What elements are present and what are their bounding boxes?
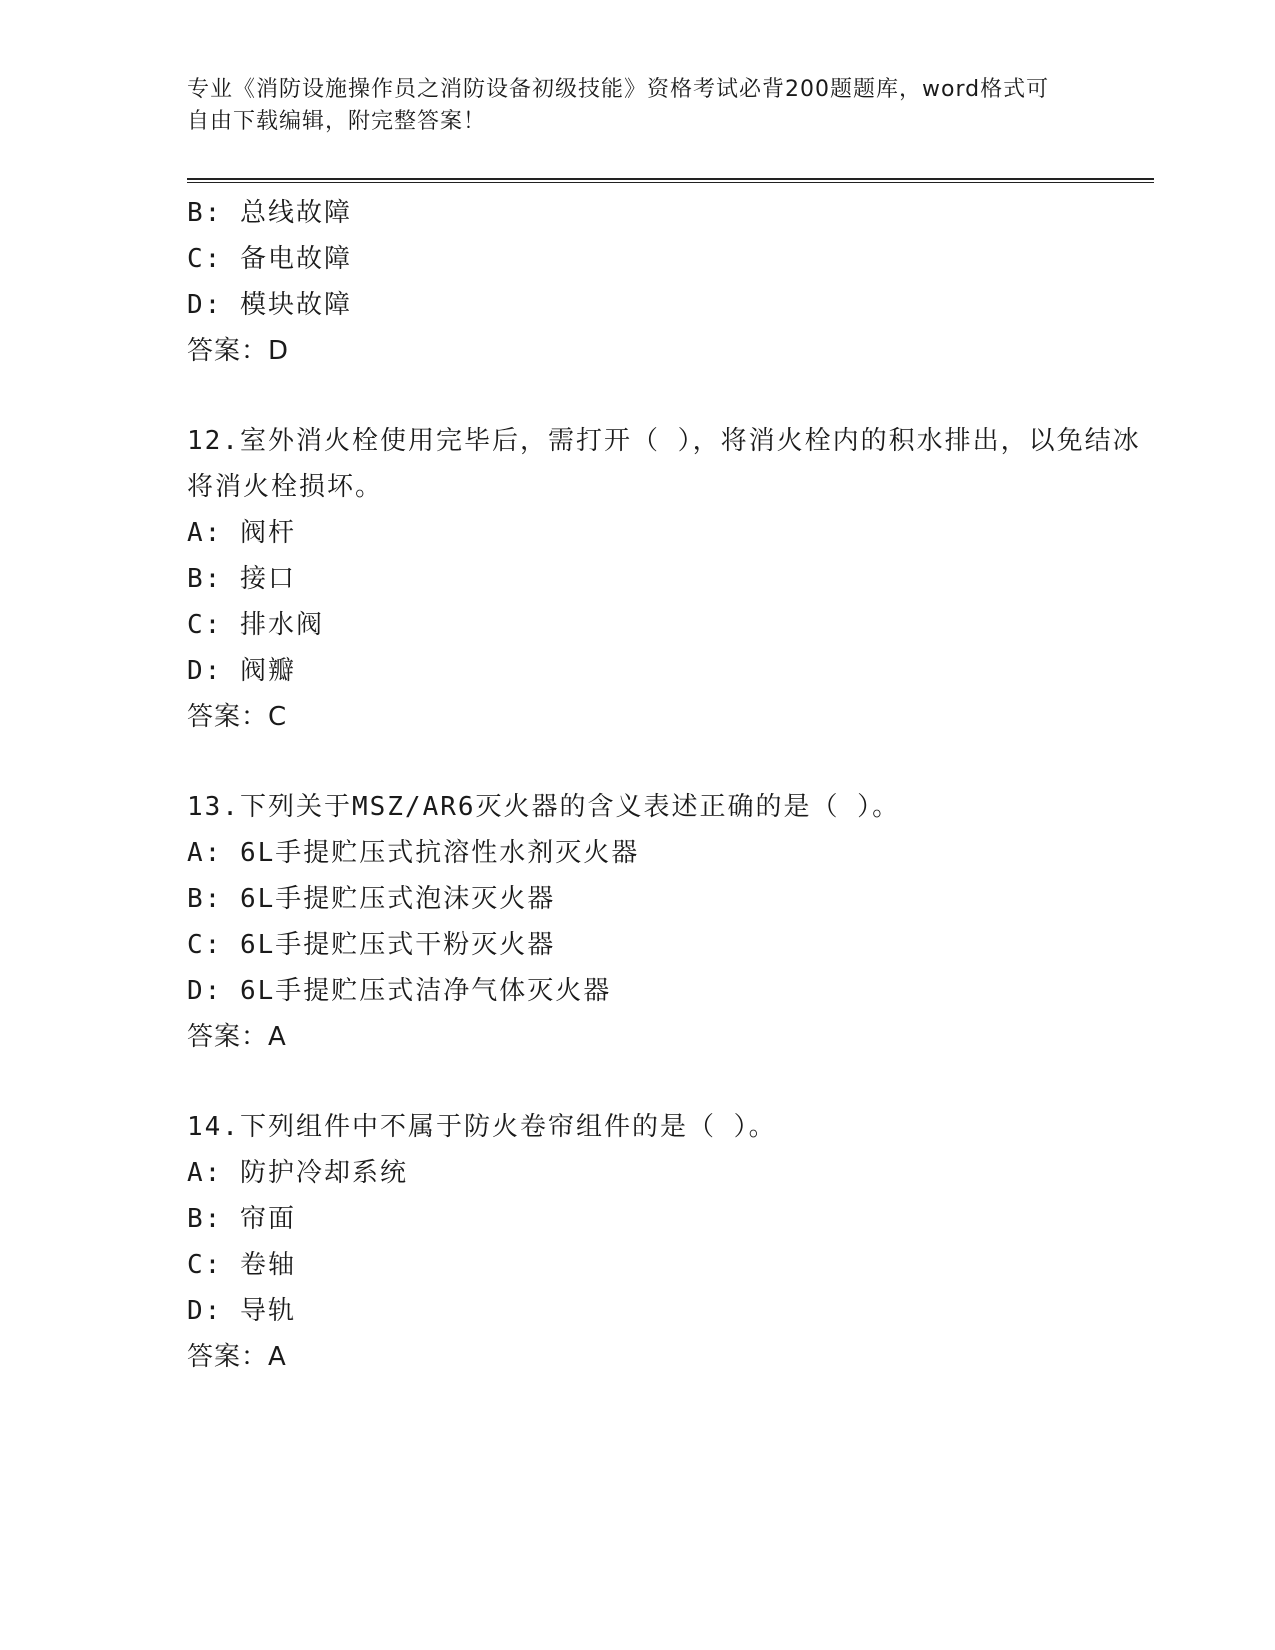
- question-14: [187, 1104, 1147, 1380]
- question-list: [187, 190, 1147, 1380]
- option-d: D: 阀瓣: [187, 656, 296, 686]
- option-d: D: 模块故障: [187, 290, 352, 320]
- option-c: C: 备电故障: [187, 244, 352, 274]
- option-c: C: 排水阀: [187, 610, 324, 640]
- option-d: D: 6L手提贮压式洁净气体灭火器: [187, 976, 612, 1006]
- answer-line: 答案：A: [187, 1022, 287, 1052]
- answer-line: 答案：C: [187, 702, 288, 732]
- option-c: C: 卷轴: [187, 1250, 296, 1280]
- question-text: 14.下列组件中不属于防火卷帘组件的是（ ）。: [187, 1112, 777, 1142]
- question-12: [187, 418, 1147, 740]
- spacer: [187, 374, 1147, 418]
- option-c: C: 6L手提贮压式干粉灭火器: [187, 930, 556, 960]
- option-a: A: 6L手提贮压式抗溶性水剂灭火器: [187, 838, 640, 868]
- option-b: B: 总线故障: [187, 198, 352, 228]
- option-b: B: 帘面: [187, 1204, 296, 1234]
- spacer: [187, 740, 1147, 784]
- question-13: [187, 784, 1147, 1060]
- question-text: 12.室外消火栓使用完毕后，需打开（ ），将消火栓内的积水排出，以免结冰将消火栓损坏。: [187, 426, 1141, 502]
- header-divider: [187, 178, 1154, 183]
- question-11: [187, 190, 1147, 374]
- option-a: A: 防护冷却系统: [187, 1158, 408, 1188]
- option-d: D: 导轨: [187, 1296, 296, 1326]
- spacer: [187, 1060, 1147, 1104]
- document-header: 专业《消防设施操作员之消防设备初级技能》资格考试必背200题题库，word格式可自由下载编辑，附完整答案！: [187, 77, 1050, 134]
- answer-line: 答案：D: [187, 336, 290, 366]
- option-b: B: 6L手提贮压式泡沫灭火器: [187, 884, 556, 914]
- option-b: B: 接口: [187, 564, 296, 594]
- option-a: A: 阀杆: [187, 518, 296, 548]
- answer-line: 答案：A: [187, 1342, 287, 1372]
- question-text: 13.下列关于MSZ/AR6灭火器的含义表述正确的是（ ）。: [187, 792, 901, 822]
